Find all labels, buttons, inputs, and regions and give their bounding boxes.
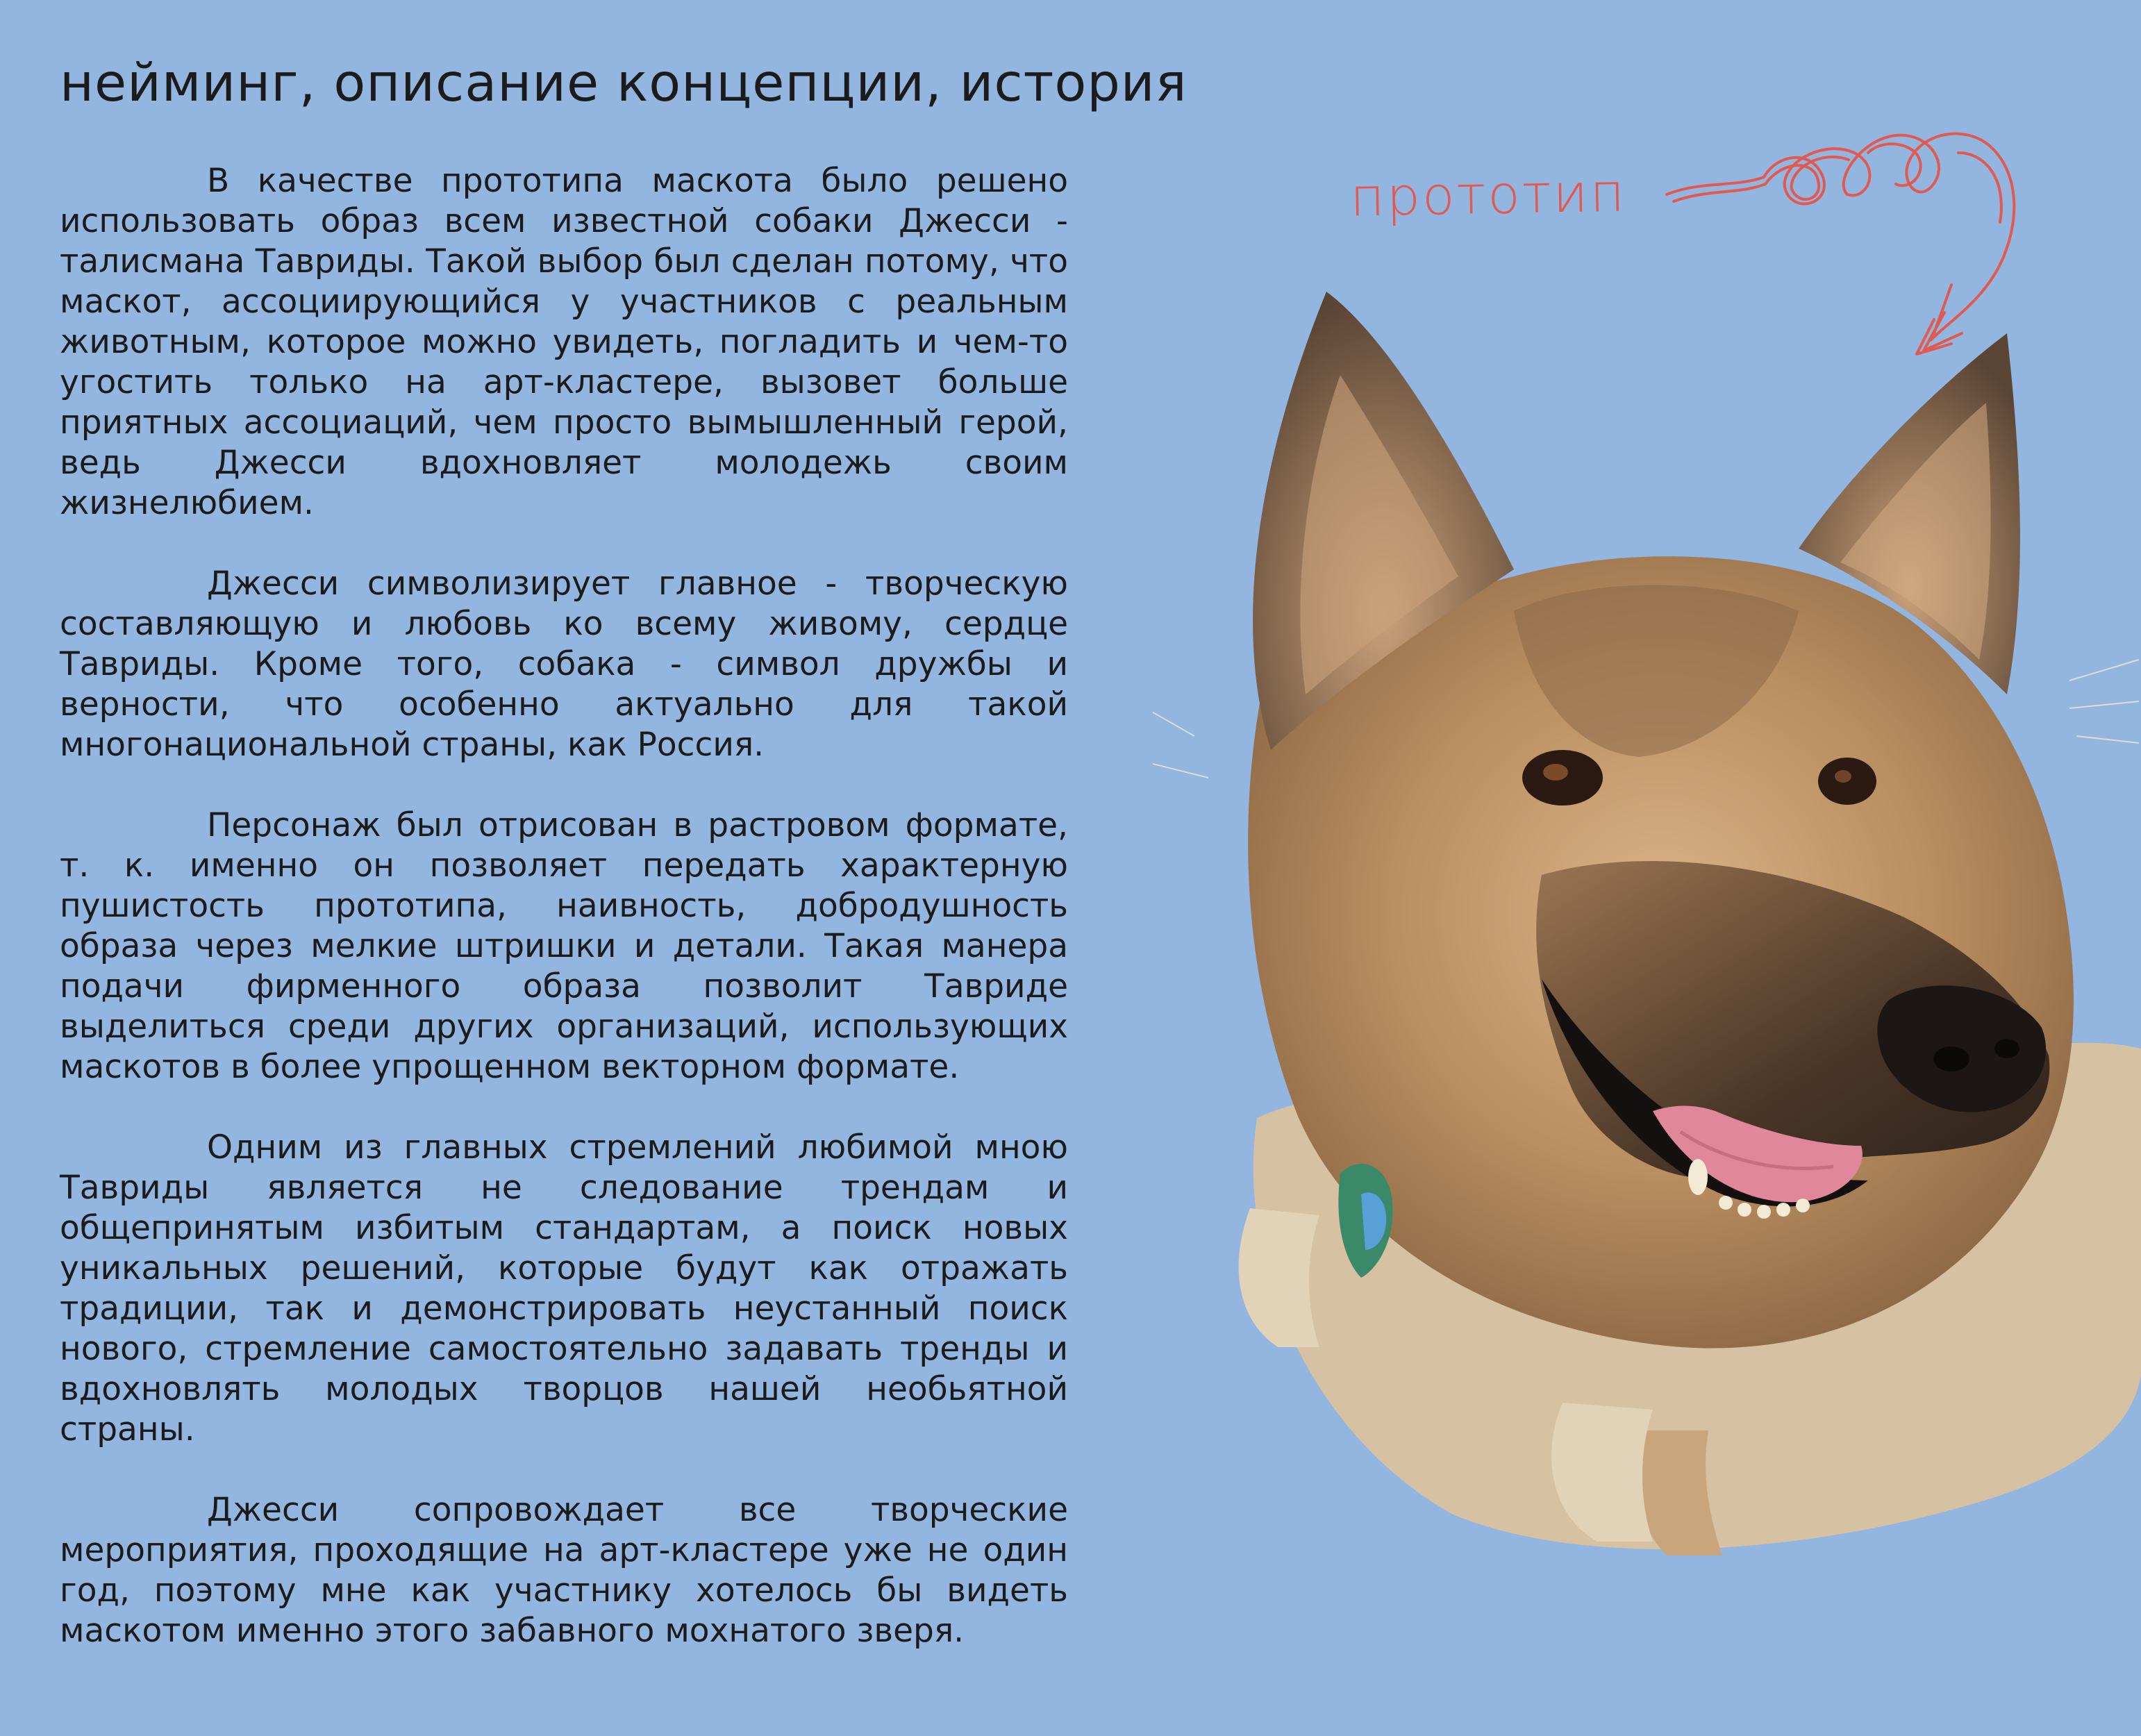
dog-photo (1153, 250, 2141, 1569)
paragraph-3: Персонаж был отрисован в растровом формате, т. к. именно он позволяет передать характерную пушистость прототипа, наивность, добродушность образа через мелкие штришки и детали. Такая манера подачи фирменного образа позволит Тавриде выделиться среди других организаций, использующих маскотов в более упрощенном векторном формате. (60, 806, 1068, 1086)
body-text (60, 161, 1068, 1651)
prototype-annotation: прототип (1349, 161, 1627, 228)
paragraph-1: В качестве прототипа маскота было решено использовать образ всем известной собаки Джесси - талисмана Тавриды. Такой выбор был сделан потому, что маскот, ассоциирующийся у участников с реальным животным, которое можно увидеть, погладить и чем-то угостить только на арт-кластере, вызовет больше приятных ассоциаций, чем просто вымышленный герой, ведь Джесси вдохновляет молодежь своим жизнелюбием. (60, 162, 1068, 522)
page-title: нейминг, описание концепции, история (60, 52, 1188, 113)
paragraph-2: Джесси символизирует главное - творческую составляющую и любовь ко всему живому, сердце Тавриды. Кроме того, собака - символ дружбы и верности, что особенно актуально для такой многонациональной страны, как Россия. (60, 565, 1068, 764)
paragraph-4: Одним из главных стремлений любимой мною Тавриды является не следование трендам и общепринятым избитым стандартам, а поиск новых уникальных решений, которые будут как отражать традиции, так и демонстрировать неустанный поиск нового, стремление самостоятельно задавать тренды и вдохновлять молодых творцов нашей необьятной страны. (60, 1128, 1068, 1449)
paragraph-5: Джесси сопровождает все творческие мероприятия, проходящие на арт-кластере уже не один год, поэтому мне как участнику хотелось бы видеть маскотом именно этого забавного мохнатого зверя. (60, 1491, 1068, 1650)
